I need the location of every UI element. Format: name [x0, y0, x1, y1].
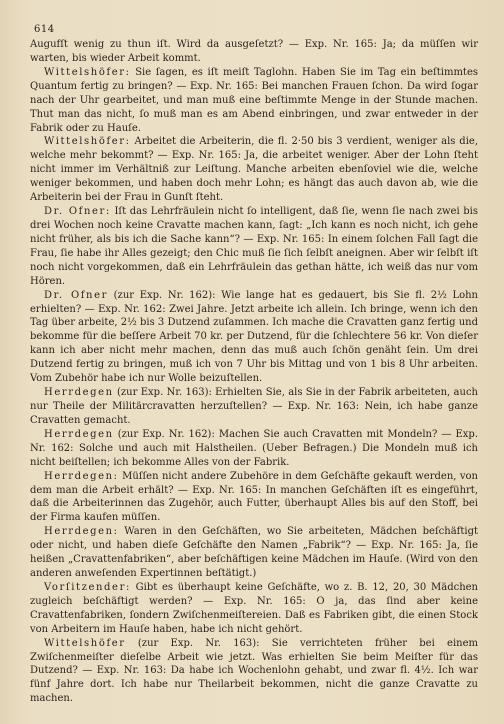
- speaker-name: Vorſitzender:: [44, 581, 131, 593]
- paragraph-text: (zur Exp. Nr. 162): Wie lange hat es gedauert, bis Sie fl. 2½ Lohn erhielten? — Exp. Nr. 162: Zwei Jahre. Jetzt arbeite ich allein. Ich bringe, wenn ich den Tag über arbeite, 2½ bis 3 Dutzend zuſammen. Ich mache die Cravatten ganz fertig und bekomme für die beſſere Arbeit 70 kr. per Dutzend, für die ſchlechtere 56 kr. Von dieſer kann ich aber nicht mehr machen, denn das muß auch ſchön genäht ſein. Um drei Dutzend fertig zu bringen, muß ich von 7 Uhr bis Mittag und von 1 bis 8 Uhr arbeiten. Vom Zubehör habe ich nur Wolle beizuſtellen.: [30, 289, 478, 385]
- paragraph: [30, 637, 478, 707]
- paragraph: [30, 135, 478, 205]
- page-number: 614: [34, 24, 55, 35]
- paragraph-text: Waren in den Geſchäften, wo Sie arbeiteten, Mädchen beſchäftigt oder nicht, und haben dieſe Geſchäfte den Namen „Fabrik“? — Exp. Nr. 165: Ja, ſie heißen „Cravattenfabriken“, aber beſchäftigen keine Mädchen im Hauſe. (Wird von den anderen anweſenden Expertinnen beſtätigt.): [30, 526, 478, 580]
- paragraph: [30, 38, 478, 66]
- paragraph-text: Sie ſagen, es iſt meiſt Taglohn. Haben Sie im Tag ein beſtimmtes Quantum fertig zu bringen? — Exp. Nr. 165: Bei manchen Frauen ſchon. Da wird ſogar nach der Uhr gearbeitet, und man muß eine beſtimmte Menge in der Stunde machen. Thut man das nicht, ſo muß man es am Abend einbringen, und zwar entweder in der Fabrik oder zu Hauſe.: [30, 66, 478, 134]
- paragraph-text: Müſſen nicht andere Zubehöre in dem Geſchäfte gekauft werden, von dem man die Arbeit erhält? — Exp. Nr. 165: In manchen Geſchäften iſt es eingeführt, daß die Arbeiterinnen das Zugehör, auch Futter, überhaupt Alles bis auf den Stoff, bei der Firma kaufen müſſen.: [30, 470, 478, 524]
- paragraph-text: (zur Exp. Nr. 162): Machen Sie auch Cravatten mit Mondeln? — Exp. Nr. 162: Solche und auch mit Halstheilen. (Ueber Befragen.) Die Mondeln muß ich nicht beiſtellen; ich bekomme Alles von der Fabrik.: [30, 428, 478, 468]
- speaker-name: Herrdegen: [44, 387, 114, 399]
- speaker-name: Herrdegen:: [44, 470, 119, 482]
- speaker-name: Dr. Ofner: [44, 289, 108, 301]
- speaker-name: Wittelshöfer:: [44, 66, 131, 78]
- paragraph-text: Iſt das Lehrfräulein nicht ſo intelligent, daß ſie, wenn ſie nach zwei bis drei Wochen noch keine Cravatte machen kann, ſagt: „Ich kann es noch nicht, ich gehe nicht früher, als bis ich die Sache kann“? — Exp. Nr. 165: In einem ſolchen Fall ſagt die Frau, ſie habe ihr Alles gezeigt; den Chic muß ſie ſich ſelbſt aneignen. Aber wir ſelbſt iſt noch nicht vorgekommen, daß ein Lehrfräulein das gethan hätte, ich weiß das nur vom Hören.: [30, 206, 478, 287]
- speaker-name: Wittelshöfer:: [44, 136, 131, 148]
- paragraph: [30, 470, 478, 526]
- paragraph: [30, 66, 478, 136]
- speaker-name: Herrdegen:: [44, 526, 119, 538]
- paragraph: [30, 525, 478, 581]
- paragraph-text: Augufſt wenig zu thun iſt. Wird da ausgeſetzt? — Exp. Nr. 165: Ja; da müſſen wir warten, bis wieder Arbeit kommt.: [30, 39, 478, 64]
- paragraph-text: (zur Exp. Nr. 163): Erhielten Sie, als Sie in der Fabrik arbeiteten, auch nur Theile der Militärcravatten herzuſtellen? — Exp. Nr. 163: Nein, ich habe ganze Cravatten gemacht.: [30, 387, 478, 426]
- paragraph-text: (zur Exp. Nr. 163): Sie verrichteten früher bei einem Zwiſchenmeiſter dieſelbe Arbeit wie jetzt. Was erhielten Sie beim Meiſter für das Dutzend? — Exp. Nr. 163: Da habe ich Wochenlohn gehabt, und zwar fl. 4½. Ich war fünf Jahre dort. Ich habe nur Theilarbeit bekommen, nicht die ganze Cravatte zu machen.: [30, 637, 478, 705]
- speaker-name: Wittelshöfer: [44, 637, 126, 649]
- paragraph: [30, 289, 478, 386]
- paragraph: [30, 386, 478, 428]
- paragraph: [30, 581, 478, 637]
- paragraph-text: Arbeitet die Arbeiterin, die fl. 2·50 bis 3 verdient, weniger als die, welche mehr bekommt? — Exp. Nr. 165: Ja, die arbeitet weniger. Aber der Lohn ſteht nicht immer im Verhältniß zur Leiſtung. Manche arbeiten ebenſoviel wie die, welche weniger bekommen, und haben doch mehr Lohn; es hängt das auch davon ab, wie die Arbeiterin bei der Frau in Gunſt ſteht.: [30, 136, 478, 204]
- paragraph: [30, 428, 478, 470]
- paragraph: [30, 205, 478, 289]
- page-body: [30, 38, 478, 706]
- speaker-name: Dr. Ofner:: [44, 206, 111, 218]
- speaker-name: Herrdegen: [44, 428, 114, 440]
- paragraph-text: Gibt es überhaupt keine Geſchäfte, wo z. B. 12, 20, 30 Mädchen zugleich beſchäftigt werden? — Exp. Nr. 165: O ja, das ſind aber keine Cravattenfabriken, ſondern Zwiſchenmeiſtereien. Daß es Fabriken gibt, die einen Stock von Arbeitern im Hauſe haben, habe ich nicht gehört.: [30, 581, 478, 635]
